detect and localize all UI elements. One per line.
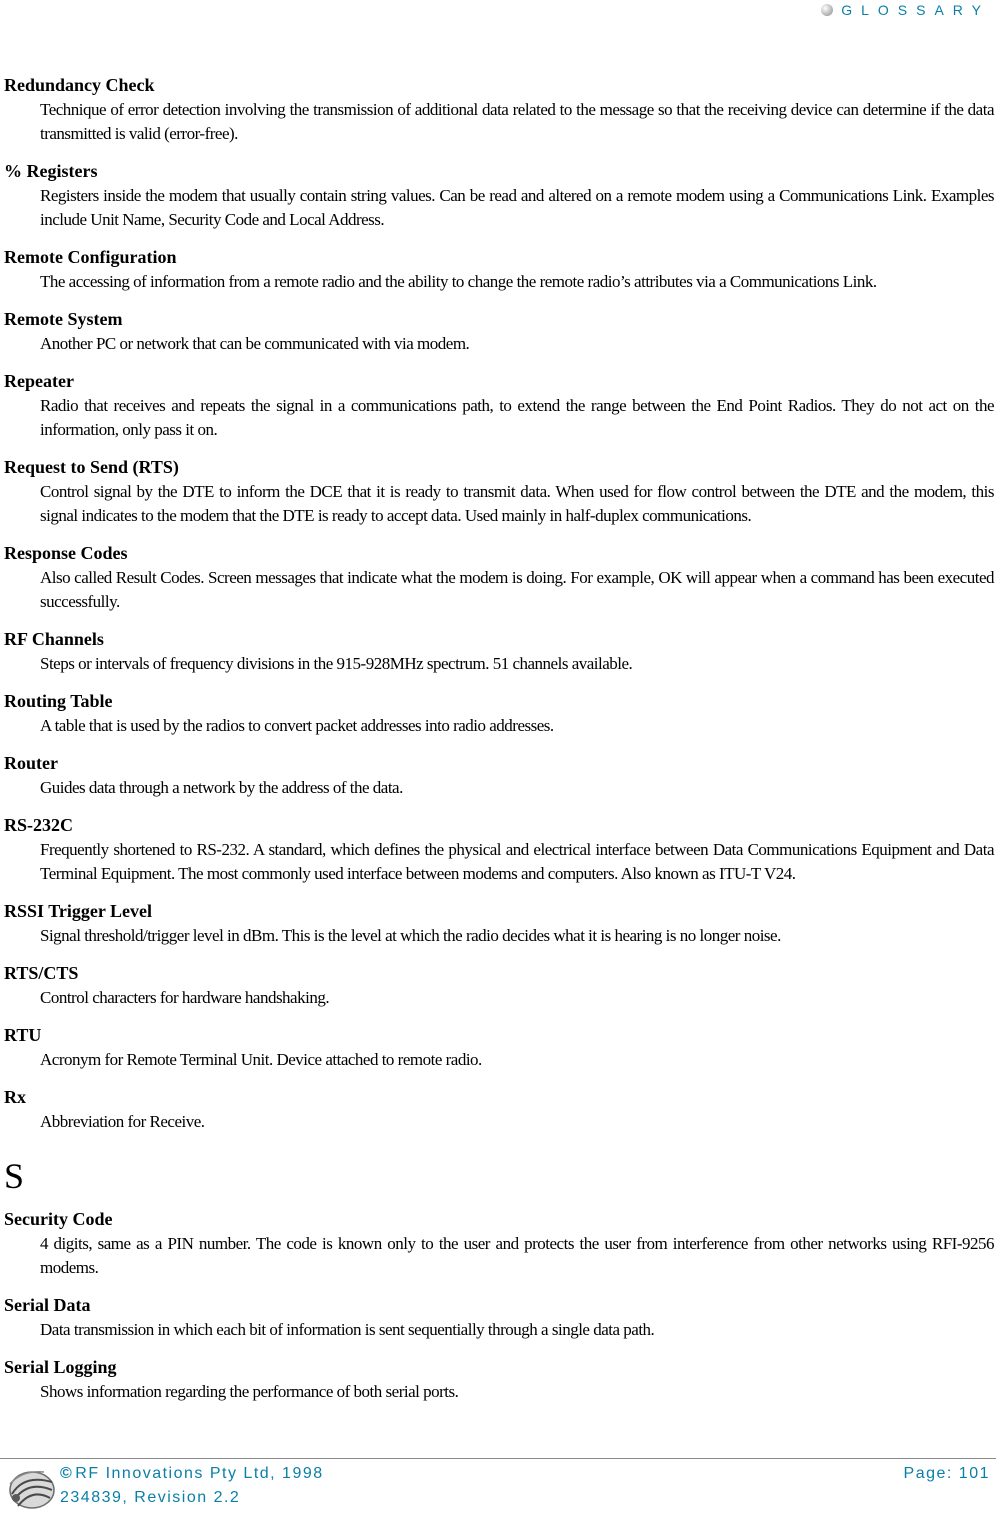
- glossary-definition: Signal threshold/trigger level in dBm. This is the level at which the radio decides what it is hearing is no longer noise.: [40, 926, 781, 945]
- header-title: GLOSSARY: [841, 2, 990, 18]
- page-footer: [0, 1462, 996, 1514]
- glossary-term: Redundancy Check: [4, 75, 155, 95]
- glossary-term: Response Codes: [4, 543, 128, 563]
- glossary-definition: Data transmission in which each bit of information is sent sequentially through a single data path.: [40, 1320, 655, 1339]
- rf-innovations-logo-icon: [4, 1464, 56, 1512]
- glossary-entry: [4, 540, 994, 614]
- glossary-entry: [4, 454, 994, 528]
- glossary-definition: Steps or intervals of frequency divisions in the 915-928MHz spectrum. 51 channels available.: [40, 654, 633, 673]
- glossary-definition: A table that is used by the radios to convert packet addresses into radio addresses.: [40, 716, 554, 735]
- glossary-term: Request to Send (RTS): [4, 457, 179, 477]
- glossary-entry: [4, 306, 994, 356]
- glossary-entry: [4, 1292, 994, 1342]
- glossary-term: RSSI Trigger Level: [4, 901, 152, 921]
- glossary-definition: Radio that receives and repeats the signal in a communications path, to extend the range between the End Point Radios. They do not act on the information, only pass it on.: [40, 396, 994, 439]
- glossary-definition: Abbreviation for Receive.: [40, 1112, 205, 1131]
- glossary-entry: [4, 750, 994, 800]
- glossary-term: RS-232C: [4, 815, 74, 835]
- glossary-term: RTS/CTS: [4, 963, 79, 983]
- glossary-term: Rx: [4, 1087, 26, 1107]
- glossary-term: Repeater: [4, 371, 74, 391]
- glossary-entry: [4, 72, 994, 146]
- footer-divider: [0, 1458, 996, 1459]
- glossary-definition: Control signal by the DTE to inform the DCE that it is ready to transmit data. When used for flow control between the DTE and the modem, this signal indicates to the modem that the DTE is ready to accept data. Used mainly in half-duplex communications.: [40, 482, 994, 525]
- glossary-term: % Registers: [4, 161, 98, 181]
- sphere-bullet-icon: [821, 4, 833, 16]
- section-letter-heading: S: [4, 1156, 25, 1196]
- glossary-entry: [4, 812, 994, 886]
- glossary-definition: Another PC or network that can be communicated with via modem.: [40, 334, 470, 353]
- glossary-entry: [4, 960, 994, 1010]
- glossary-term: Router: [4, 753, 58, 773]
- glossary-definition: 4 digits, same as a PIN number. The code is known only to the user and protects the user from interference from other networks using RFI-9256 modems.: [40, 1234, 994, 1277]
- glossary-definition: Also called Result Codes. Screen messages that indicate what the modem is doing. For example, OK will appear when a command has been executed successfully.: [40, 568, 994, 611]
- copyright-symbol: ©: [60, 1465, 74, 1482]
- footer-company: RF Innovations Pty Ltd, 1998: [75, 1465, 324, 1482]
- glossary-term: Routing Table: [4, 691, 113, 711]
- glossary-entry: [4, 158, 994, 232]
- page-header: [821, 0, 990, 20]
- glossary-definition: Frequently shortened to RS-232. A standard, which defines the physical and electrical interface between Data Communications Equipment and Data Terminal Equipment. The most commonly used interface between modems and computers. Also known as ITU-T V24.: [40, 840, 994, 883]
- glossary-term: Serial Data: [4, 1295, 91, 1315]
- glossary-definition: Technique of error detection involving the transmission of additional data related to the message so that the receiving device can determine if the data transmitted is valid (error-free).: [40, 100, 994, 143]
- glossary-entry: [4, 1022, 994, 1072]
- glossary-term: RTU: [4, 1025, 42, 1045]
- glossary-entry: [4, 898, 994, 948]
- glossary-term: Security Code: [4, 1209, 113, 1229]
- glossary-definition: Registers inside the modem that usually contain string values. Can be read and altered on a remote modem using a Communications Link. Examples include Unit Name, Security Code and Local Address.: [40, 186, 994, 229]
- glossary-entry: [4, 1084, 994, 1134]
- footer-document-id: 234839, Revision 2.2: [60, 1489, 241, 1506]
- glossary-term: Remote System: [4, 309, 123, 329]
- glossary-entry: [4, 368, 994, 442]
- glossary-definition: The accessing of information from a remote radio and the ability to change the remote radio’s attributes via a Communications Link.: [40, 272, 877, 291]
- glossary-entry: [4, 688, 994, 738]
- glossary-term: Serial Logging: [4, 1357, 117, 1377]
- glossary-term: Remote Configuration: [4, 247, 177, 267]
- glossary-term: RF Channels: [4, 629, 104, 649]
- glossary-definition: Guides data through a network by the address of the data.: [40, 778, 403, 797]
- glossary-entry: [4, 626, 994, 676]
- glossary-entry: [4, 1206, 994, 1280]
- footer-copyright: [60, 1465, 324, 1483]
- glossary-entry: [4, 1354, 994, 1404]
- glossary-definition: Acronym for Remote Terminal Unit. Device attached to remote radio.: [40, 1050, 482, 1069]
- glossary-entry: [4, 244, 994, 294]
- glossary-content: [4, 72, 994, 1416]
- glossary-definition: Shows information regarding the performance of both serial ports.: [40, 1382, 459, 1401]
- footer-page-number: Page: 101: [903, 1465, 990, 1482]
- glossary-definition: Control characters for hardware handshaking.: [40, 988, 330, 1007]
